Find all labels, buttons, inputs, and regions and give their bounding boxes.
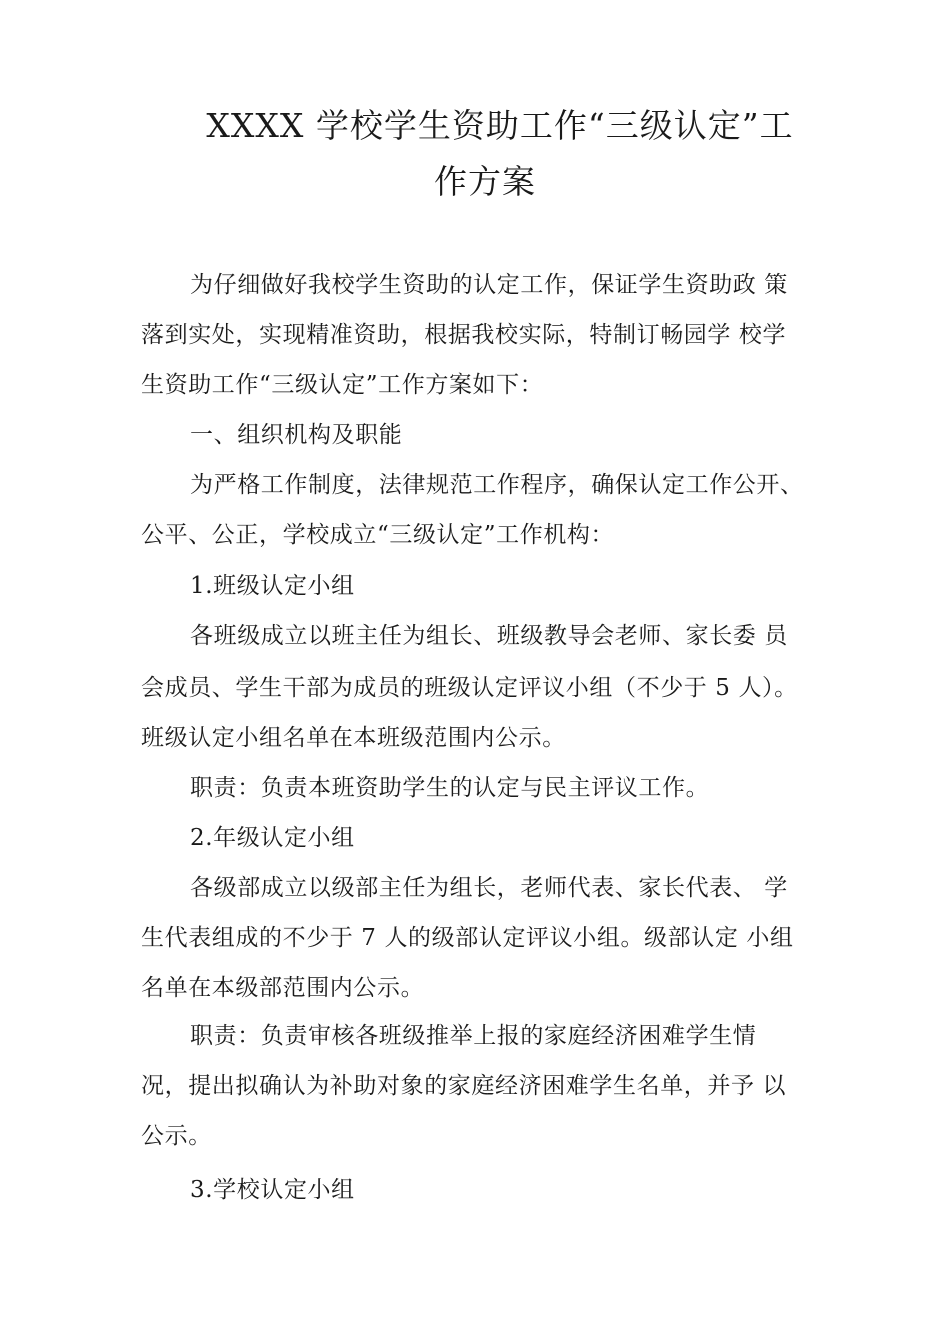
section-heading: 一、组织机构及职能 [190, 422, 403, 448]
subsection-heading: 3.学校认定小组 [190, 1177, 355, 1203]
paragraph-line: 为仔细做好我校学生资助的认定工作，保证学生资助政 策 [190, 272, 788, 298]
paragraph-line: 职责：负责审核各班级推举上报的家庭经济困难学生情 [190, 1023, 757, 1049]
paragraph-line: 名单在本级部范围内公示。 [141, 975, 425, 1001]
paragraph-line: 职责：负责本班资助学生的认定与民主评议工作。 [190, 775, 710, 801]
paragraph-line: 况，提出拟确认为补助对象的家庭经济困难学生名单，并予 以 [141, 1073, 787, 1099]
subsection-heading: 1.班级认定小组 [190, 573, 355, 599]
paragraph-line: 落到实处，实现精准资助，根据我校实际，特制订畅园学 校学 [141, 322, 787, 348]
paragraph-line: 各班级成立以班主任为组长、班级教导会老师、家长委 员 [190, 623, 788, 649]
paragraph-line: 各级部成立以级部主任为组长，老师代表、家长代表、 学 [190, 875, 788, 901]
subsection-heading: 2.年级认定小组 [190, 825, 355, 851]
document-title-line-2: 作方案 [434, 162, 536, 201]
paragraph-line: 为严格工作制度，法律规范工作程序，确保认定工作公开、 [190, 472, 804, 498]
paragraph-line: 生资助工作“三级认定”工作方案如下： [141, 372, 544, 398]
paragraph-line: 生代表组成的不少于 7 人的级部认定评议小组。级部认定 小组 [141, 925, 794, 951]
document-title-line-1: XXXX 学校学生资助工作“三级认定”工 [206, 106, 794, 145]
paragraph-line: 公平、公正，学校成立“三级认定”工作机构： [141, 522, 615, 548]
paragraph-line: 班级认定小组名单在本班级范围内公示。 [141, 725, 566, 751]
paragraph-line: 公示。 [141, 1123, 212, 1149]
paragraph-line: 会成员、学生干部为成员的班级认定评议小组（不少于 5 人）。 [141, 675, 798, 701]
